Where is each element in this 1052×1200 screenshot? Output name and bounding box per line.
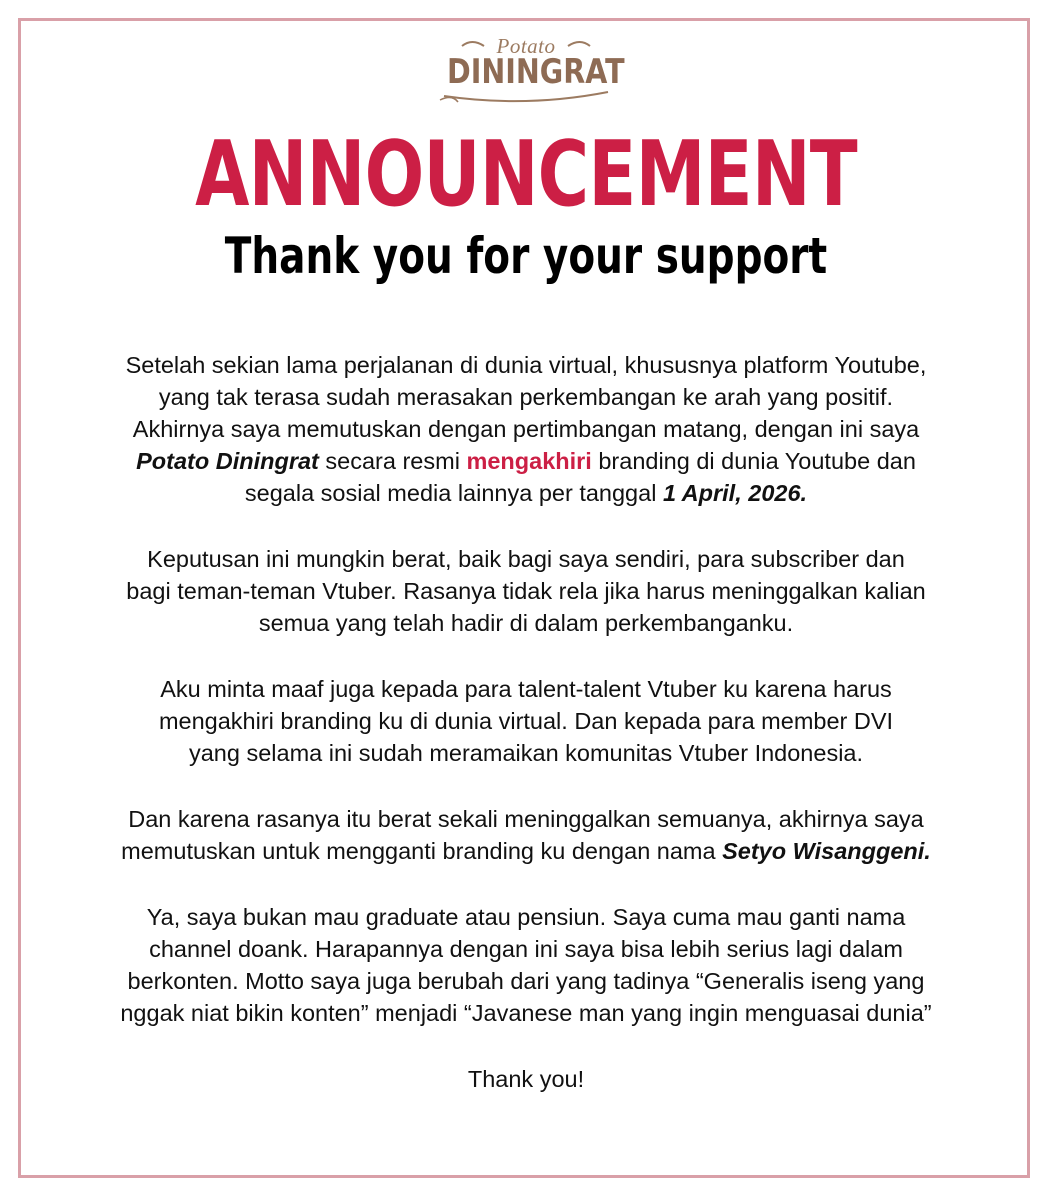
p1-line-4 <box>20 445 1032 477</box>
name-setyo-wisanggeni: Setyo Wisanggeni. <box>722 838 931 864</box>
p1-line-5 <box>20 477 1032 509</box>
p4-line-2-start: memutuskan untuk mengganti branding ku dengan nama <box>121 838 723 864</box>
p1-line-1: Setelah sekian lama perjalanan di dunia virtual, khususnya platform Youtube, <box>125 352 927 378</box>
p2-line-3: semua yang telah hadir di dalam perkembanganku. <box>258 610 794 636</box>
p1-line-4-end: branding di dunia Youtube dan <box>591 448 916 474</box>
support-subhead: Thank you for your support <box>224 227 828 285</box>
p3-line-2: mengakhiri branding ku di dunia virtual. Dan kepada para member DVI <box>158 708 894 734</box>
paragraph-3 <box>20 673 1032 769</box>
p2-line-2: bagi teman-teman Vtuber. Rasanya tidak rela jika harus meninggalkan kalian <box>126 578 926 604</box>
p2-line-1: Keputusan ini mungkin berat, baik bagi saya sendiri, para subscriber dan <box>147 546 905 572</box>
end-date: 1 April, 2026. <box>662 480 808 506</box>
p1-line-4-mid: secara resmi <box>318 448 467 474</box>
paragraph-5 <box>20 901 1032 1029</box>
brand-logo <box>432 24 625 116</box>
p3-line-1: Aku minta maaf juga kepada para talent-talent Vtuber ku karena harus <box>160 676 892 702</box>
name-potato-diningrat: Potato Diningrat <box>136 448 319 474</box>
logo-script-text: Potato <box>496 34 556 58</box>
p5-line-3: berkonten. Motto saya juga berubah dari yang tadinya “Generalis iseng yang <box>127 968 925 994</box>
p5-line-1: Ya, saya bukan mau graduate atau pensiun. Saya cuma mau ganti nama <box>146 904 906 930</box>
p4-line-1: Dan karena rasanya itu berat sekali meninggalkan semuanya, akhirnya saya <box>128 806 924 832</box>
p3-line-3: yang selama ini sudah meramaikan komunitas Vtuber Indonesia. <box>188 740 864 766</box>
p1-line-2: yang tak terasa sudah merasakan perkembangan ke arah yang positif. <box>158 384 894 410</box>
p5-line-4: nggak niat bikin konten” menjadi “Javanese man yang ingin menguasai dunia” <box>120 1000 932 1026</box>
logo-main-text: DININGRAT <box>447 52 625 92</box>
announcement-headline: ANNOUNCEMENT <box>195 122 857 227</box>
p1-line-5-start: segala sosial media lainnya per tanggal <box>244 480 663 506</box>
highlight-mengakhiri: mengakhiri <box>466 448 592 474</box>
paragraph-1 <box>20 349 1032 509</box>
announcement-body <box>20 349 1032 1129</box>
paragraph-4 <box>20 803 1032 867</box>
p1-line-3: Akhirnya saya memutuskan dengan pertimbangan matang, dengan ini saya <box>132 416 920 442</box>
p5-line-2: channel doank. Harapannya dengan ini saya bisa lebih serius lagi dalam <box>149 936 903 962</box>
p4-line-2 <box>20 835 1032 867</box>
closing-line: Thank you! <box>467 1066 585 1092</box>
paragraph-2 <box>20 543 1032 639</box>
